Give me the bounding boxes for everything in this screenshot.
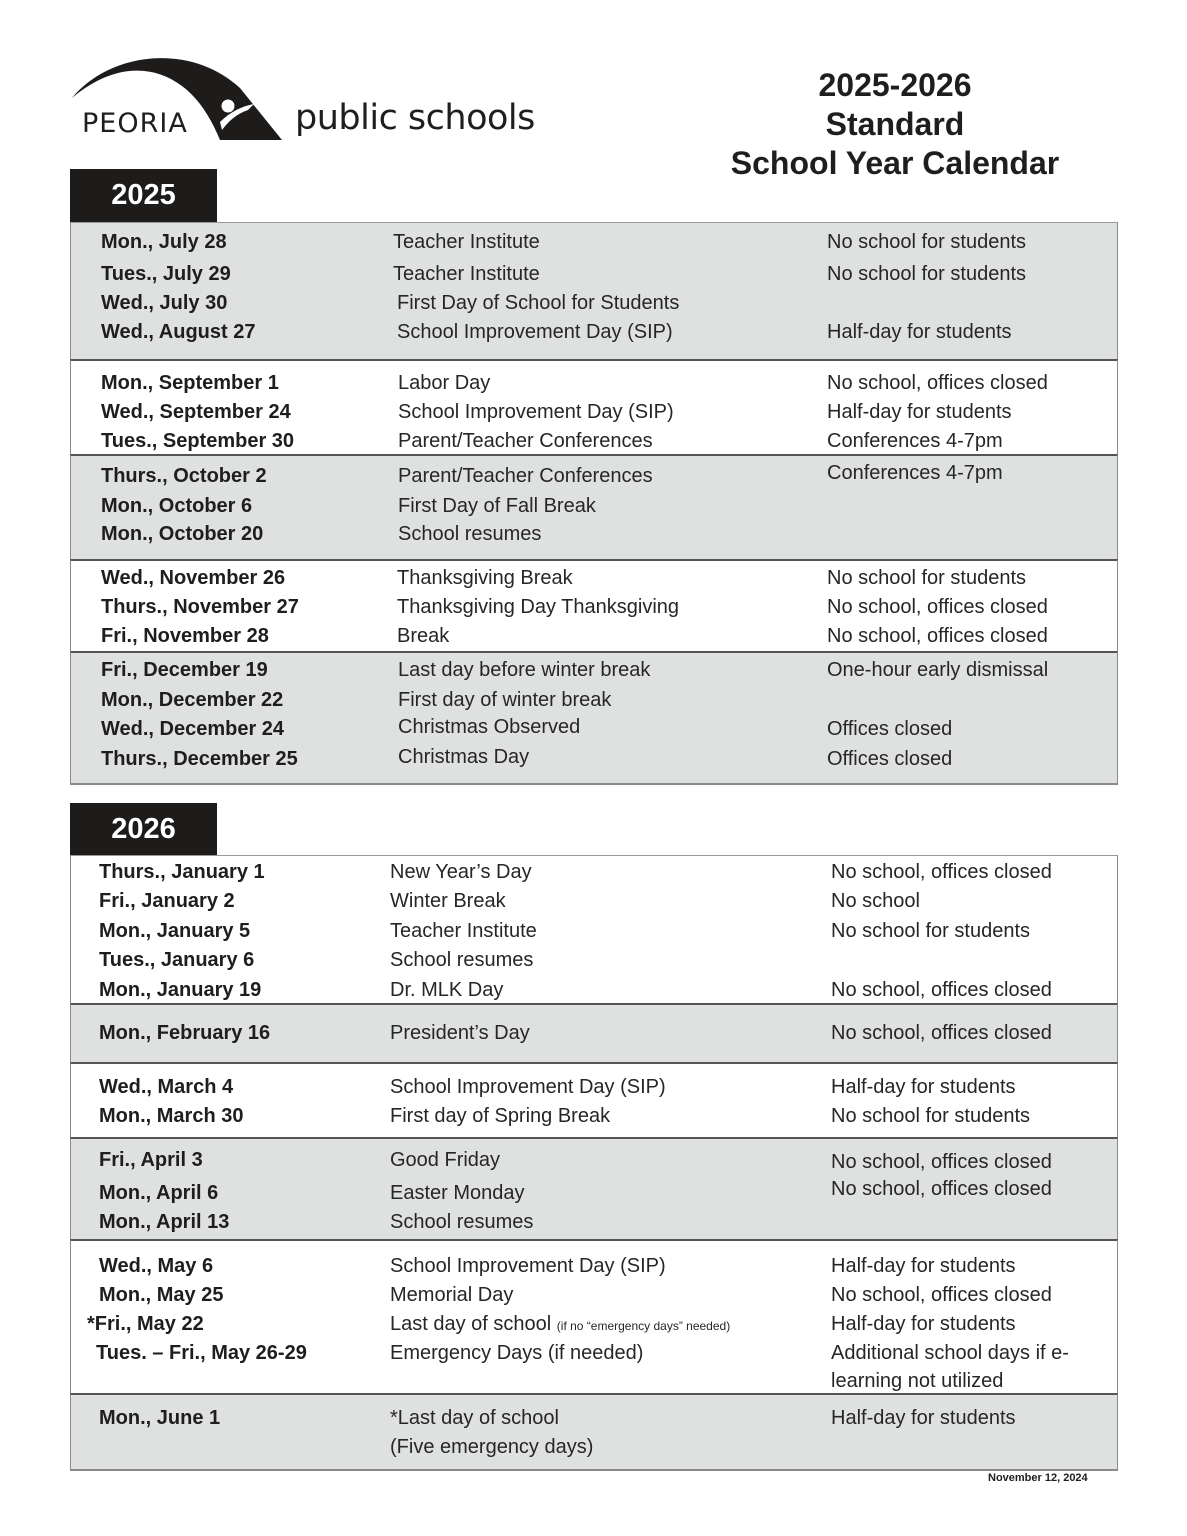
event-note: Half-day for students xyxy=(831,1313,1016,1335)
calendar-group xyxy=(70,1062,1118,1139)
event-note: Half-day for students xyxy=(831,1076,1016,1098)
event-note-line2: learning not utilized xyxy=(831,1370,1004,1392)
table-row xyxy=(71,622,1117,650)
title-standard: Standard xyxy=(825,106,965,142)
calendar-group xyxy=(70,651,1118,785)
calendar-group xyxy=(70,1393,1118,1471)
event-date: *Fri., May 22 xyxy=(87,1313,204,1335)
event-date: Wed., September 24 xyxy=(101,401,291,423)
table-row xyxy=(71,462,1117,490)
table-row xyxy=(71,1252,1117,1280)
event-name: Memorial Day xyxy=(390,1284,514,1306)
event-name: First day of winter break xyxy=(398,689,612,711)
table-row xyxy=(71,1179,1117,1207)
event-date: Mon., October 6 xyxy=(101,495,253,517)
event-name-main: Last day of school xyxy=(390,1313,552,1335)
table-row xyxy=(71,917,1117,945)
year-tab-2026: 2026 xyxy=(70,803,217,856)
event-date: Tues. – Fri., May 26-29 xyxy=(96,1342,307,1364)
event-name: School resumes xyxy=(398,523,542,545)
event-date: Thurs., October 2 xyxy=(101,465,267,487)
event-date: Tues., September 30 xyxy=(101,430,295,452)
event-date: Mon., December 22 xyxy=(101,689,284,711)
event-date: Mon., January 5 xyxy=(99,920,251,942)
event-name-footnote: (if no “emergency days” needed) xyxy=(556,1319,731,1333)
event-note: No school for students xyxy=(827,263,1026,285)
table-row xyxy=(71,318,1117,346)
event-name: Easter Monday xyxy=(390,1182,525,1204)
event-name: Labor Day xyxy=(398,372,491,394)
table-row xyxy=(71,369,1117,397)
district-logo xyxy=(70,50,540,150)
event-date: Fri., December 19 xyxy=(101,659,268,681)
event-date: Tues., January 6 xyxy=(99,949,255,971)
table-row xyxy=(71,520,1117,548)
event-name: Winter Break xyxy=(390,890,506,912)
table-row xyxy=(71,492,1117,520)
revision-date: November 12, 2024 xyxy=(988,1472,1088,1484)
event-name: Dr. MLK Day xyxy=(390,979,504,1001)
calendar-group xyxy=(70,454,1118,560)
calendar-group xyxy=(70,222,1118,360)
event-note: Offices closed xyxy=(827,718,953,740)
event-date: Wed., March 4 xyxy=(99,1076,234,1098)
event-name: Emergency Days (if needed) xyxy=(390,1342,644,1364)
table-row xyxy=(71,858,1117,886)
event-name: School Improvement Day (SIP) xyxy=(397,321,673,343)
event-note: Half-day for students xyxy=(827,321,1012,343)
event-note: No school, offices closed xyxy=(831,1022,1052,1044)
event-date: Fri., April 3 xyxy=(99,1149,203,1171)
event-date: Mon., January 19 xyxy=(99,979,262,1001)
event-note: No school, offices closed xyxy=(831,1284,1052,1306)
event-name: School Improvement Day (SIP) xyxy=(390,1255,666,1277)
table-row xyxy=(71,1208,1117,1236)
event-date: Thurs., November 27 xyxy=(101,596,299,618)
event-date: Wed., August 27 xyxy=(101,321,256,343)
event-name: New Year’s Day xyxy=(390,861,532,883)
table-row xyxy=(71,1019,1117,1047)
event-date: Mon., July 28 xyxy=(101,231,227,253)
event-date: Mon., October 20 xyxy=(101,523,264,545)
event-note: No school, offices closed xyxy=(827,625,1048,647)
event-name: First day of Spring Break xyxy=(390,1105,611,1127)
table-row xyxy=(71,1281,1117,1309)
table-row-continuation xyxy=(71,1367,1117,1395)
event-note: No school, offices closed xyxy=(827,596,1048,618)
event-date: Fri., November 28 xyxy=(101,625,269,647)
event-note: No school xyxy=(831,890,920,912)
event-name: First Day of School for Students xyxy=(397,292,680,314)
page-title xyxy=(690,66,1100,183)
logo-wordmark-peoria: PEORIA xyxy=(82,108,188,139)
table-row xyxy=(71,656,1117,684)
event-note: No school for students xyxy=(827,567,1026,589)
event-name: Teacher Institute xyxy=(393,231,540,253)
event-note: No school, offices closed xyxy=(831,861,1052,883)
event-date: Wed., December 24 xyxy=(101,718,285,740)
event-note: Half-day for students xyxy=(827,401,1012,423)
event-name: President’s Day xyxy=(390,1022,530,1044)
event-name: First Day of Fall Break xyxy=(398,495,596,517)
event-name: Parent/Teacher Conferences xyxy=(398,430,653,452)
event-name: School resumes xyxy=(390,1211,534,1233)
table-row xyxy=(71,289,1117,317)
calendar-group xyxy=(70,559,1118,653)
event-note: Offices closed xyxy=(827,748,953,770)
event-note: Half-day for students xyxy=(831,1407,1016,1429)
event-name: School Improvement Day (SIP) xyxy=(398,401,674,423)
calendar-group xyxy=(70,359,1118,456)
table-row xyxy=(71,1102,1117,1130)
table-row xyxy=(71,1073,1117,1101)
calendar-group xyxy=(70,1003,1118,1064)
event-date: Mon., April 13 xyxy=(99,1211,230,1233)
event-name: Break xyxy=(397,625,450,647)
event-note: No school, offices closed xyxy=(827,372,1048,394)
table-row xyxy=(71,593,1117,621)
logo-wordmark-public-schools: public schools xyxy=(295,98,535,138)
event-note: No school, offices closed xyxy=(831,1178,1052,1200)
table-row xyxy=(71,976,1117,1004)
table-row xyxy=(71,427,1117,455)
event-date: Wed., May 6 xyxy=(99,1255,214,1277)
event-note: Conferences 4-7pm xyxy=(827,462,1003,484)
table-row xyxy=(71,260,1117,288)
table-row xyxy=(71,1404,1117,1432)
event-name: Teacher Institute xyxy=(390,920,537,942)
table-row xyxy=(71,1339,1117,1367)
event-date: Mon., May 25 xyxy=(99,1284,224,1306)
event-date: Fri., January 2 xyxy=(99,890,235,912)
table-row xyxy=(71,1310,1117,1338)
event-note: Half-day for students xyxy=(831,1255,1016,1277)
event-date: Mon., March 30 xyxy=(99,1105,244,1127)
event-note: No school for students xyxy=(831,920,1030,942)
event-name xyxy=(390,1310,730,1340)
calendar-group xyxy=(70,1137,1118,1241)
year-tab-2025: 2025 xyxy=(70,169,217,222)
event-name: Christmas Observed xyxy=(398,716,581,738)
event-name: Last day before winter break xyxy=(398,659,651,681)
table-row xyxy=(71,887,1117,915)
event-date: Thurs., January 1 xyxy=(99,861,265,883)
event-name: School resumes xyxy=(390,949,534,971)
table-row xyxy=(71,398,1117,426)
event-name: Thanksgiving Day Thanksgiving xyxy=(397,596,680,618)
table-row xyxy=(71,686,1117,714)
event-date: Mon., June 1 xyxy=(99,1407,221,1429)
table-row-continuation xyxy=(71,1433,1117,1461)
table-row xyxy=(71,564,1117,592)
event-date: Thurs., December 25 xyxy=(101,748,298,770)
event-date: Wed., July 30 xyxy=(101,292,228,314)
table-row xyxy=(71,745,1117,773)
event-date: Wed., November 26 xyxy=(101,567,286,589)
event-note: No school, offices closed xyxy=(831,1151,1052,1173)
event-name: Christmas Day xyxy=(398,746,530,768)
event-note: No school for students xyxy=(831,1105,1030,1127)
table-row xyxy=(71,228,1117,256)
event-note: Additional school days if e- xyxy=(831,1342,1069,1364)
table-row xyxy=(71,946,1117,974)
event-name: Parent/Teacher Conferences xyxy=(398,465,653,487)
table-row xyxy=(71,1146,1117,1174)
event-date: Mon., February 16 xyxy=(99,1022,271,1044)
title-years: 2025-2026 xyxy=(818,67,972,103)
event-note: One-hour early dismissal xyxy=(827,659,1049,681)
event-date: Mon., September 1 xyxy=(101,372,279,394)
calendar-group xyxy=(70,1239,1118,1395)
event-name: *Last day of school xyxy=(390,1407,559,1429)
event-name: Good Friday xyxy=(390,1149,501,1171)
title-calendar: School Year Calendar xyxy=(730,145,1060,181)
event-note: Conferences 4-7pm xyxy=(827,430,1003,452)
event-name: Teacher Institute xyxy=(393,263,540,285)
event-name: School Improvement Day (SIP) xyxy=(390,1076,666,1098)
event-note: No school for students xyxy=(827,231,1026,253)
event-name: Thanksgiving Break xyxy=(397,567,573,589)
event-date: Tues., July 29 xyxy=(101,263,231,285)
calendar-group xyxy=(70,855,1118,1005)
event-date: Mon., April 6 xyxy=(99,1182,219,1204)
event-name-line2: (Five emergency days) xyxy=(390,1436,594,1458)
table-row xyxy=(71,715,1117,743)
event-note: No school, offices closed xyxy=(831,979,1052,1001)
